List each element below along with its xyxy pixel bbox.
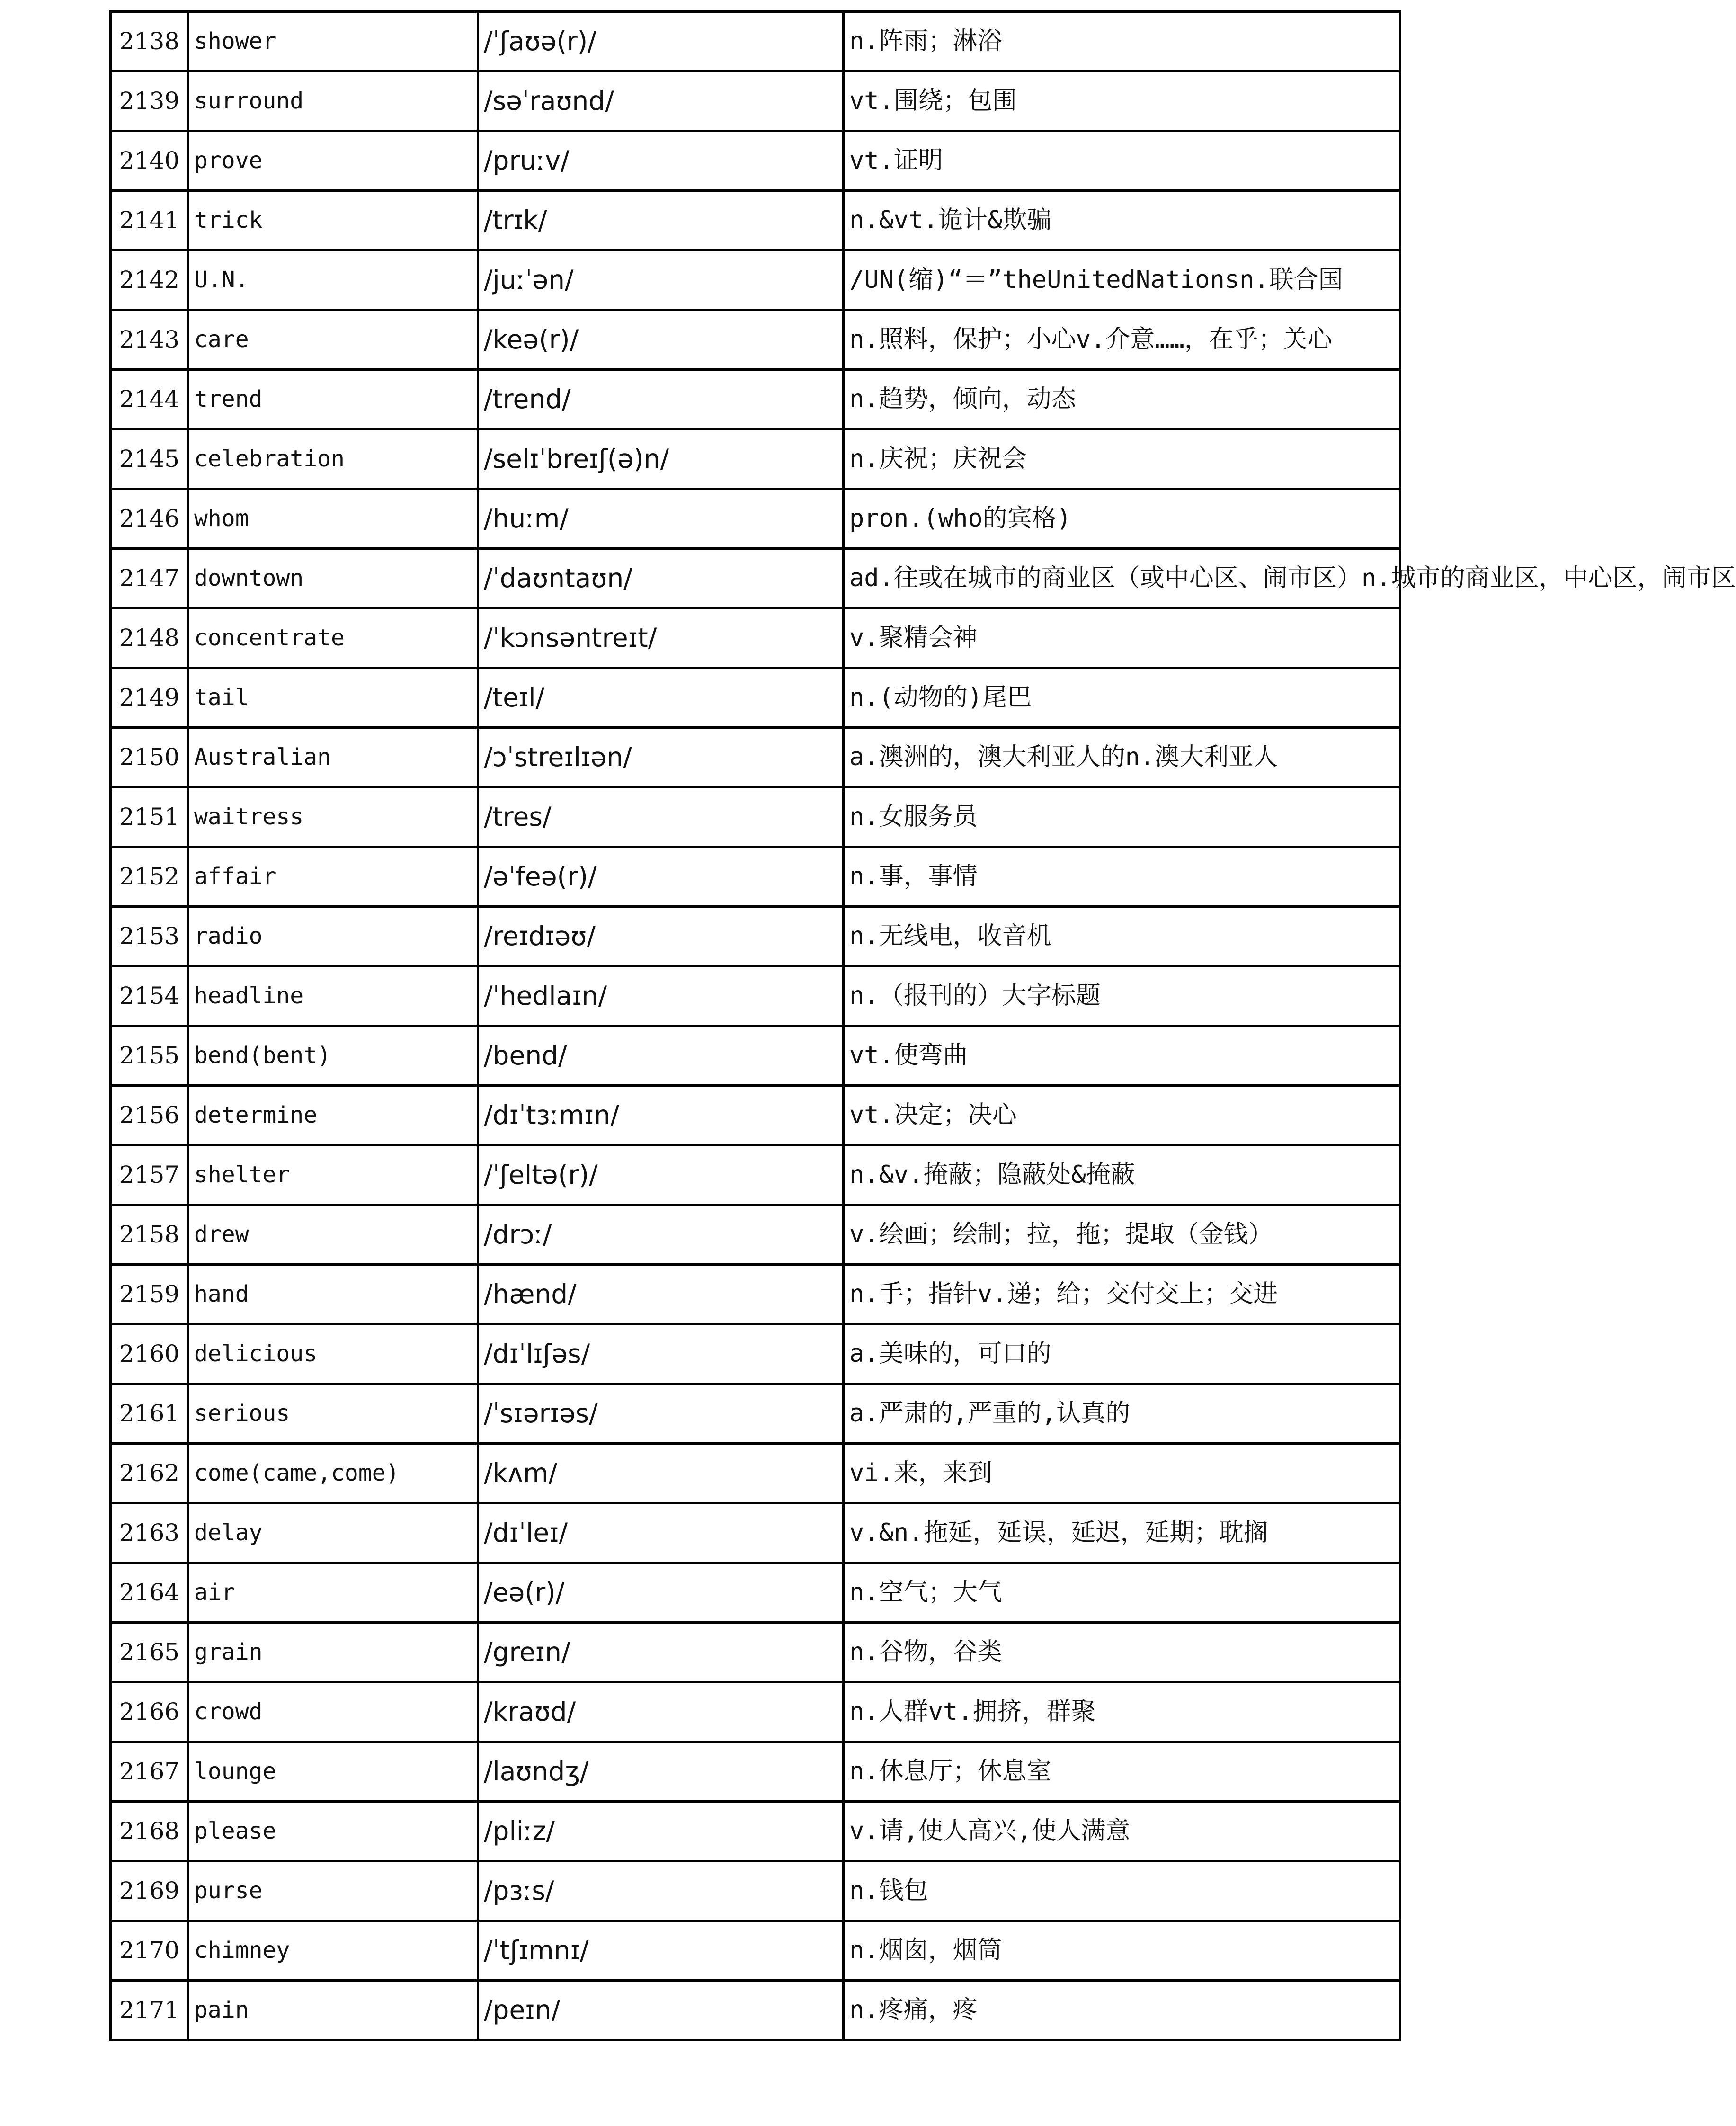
word-cell: headline — [188, 966, 478, 1026]
row-number: 2143 — [111, 310, 188, 370]
word-cell: Australian — [188, 728, 478, 787]
word-cell: pain — [188, 1981, 478, 2040]
row-number: 2169 — [111, 1861, 188, 1921]
table-row — [111, 1503, 1400, 1563]
meaning-cell: vt.围绕；包围 — [844, 71, 1400, 131]
row-number: 2149 — [111, 668, 188, 728]
meaning-cell: n.谷物，谷类 — [844, 1623, 1400, 1682]
table-row — [111, 370, 1400, 429]
word-cell: come(came,come) — [188, 1444, 478, 1503]
table-row — [111, 310, 1400, 370]
meaning-cell: vi.来，来到 — [844, 1444, 1400, 1503]
row-number: 2151 — [111, 787, 188, 847]
row-number: 2165 — [111, 1623, 188, 1682]
table-row — [111, 608, 1400, 668]
phonetic-cell: /reɪdɪəʊ/ — [478, 907, 844, 966]
row-number: 2162 — [111, 1444, 188, 1503]
phonetic-cell: /dɪˈleɪ/ — [478, 1503, 844, 1563]
table-row — [111, 1265, 1400, 1324]
table-row — [111, 847, 1400, 907]
row-number: 2145 — [111, 429, 188, 489]
row-number: 2147 — [111, 549, 188, 608]
word-cell: shelter — [188, 1145, 478, 1205]
phonetic-cell: /ɔˈstreɪlɪən/ — [478, 728, 844, 787]
row-number: 2152 — [111, 847, 188, 907]
word-cell: prove — [188, 131, 478, 191]
meaning-cell: n.钱包 — [844, 1861, 1400, 1921]
row-number: 2146 — [111, 489, 188, 549]
phonetic-cell: /selɪˈbreɪʃ(ə)n/ — [478, 429, 844, 489]
table-row — [111, 966, 1400, 1026]
meaning-cell: a.澳洲的，澳大利亚人的n.澳大利亚人 — [844, 728, 1400, 787]
word-cell: whom — [188, 489, 478, 549]
table-row — [111, 1623, 1400, 1682]
word-cell: determine — [188, 1086, 478, 1145]
table-row — [111, 728, 1400, 787]
word-cell: please — [188, 1802, 478, 1861]
table-row — [111, 1861, 1400, 1921]
meaning-cell: n.无线电，收音机 — [844, 907, 1400, 966]
row-number: 2167 — [111, 1742, 188, 1802]
word-cell: drew — [188, 1205, 478, 1265]
phonetic-cell: /dɪˈtɜːmɪn/ — [478, 1086, 844, 1145]
word-cell: affair — [188, 847, 478, 907]
table-row — [111, 1324, 1400, 1384]
meaning-cell: v.绘画；绘制；拉，拖；提取（金钱） — [844, 1205, 1400, 1265]
meaning-cell: n.（报刊的）大字标题 — [844, 966, 1400, 1026]
row-number: 2142 — [111, 250, 188, 310]
table-row — [111, 1026, 1400, 1086]
row-number: 2154 — [111, 966, 188, 1026]
meaning-cell: n.趋势，倾向，动态 — [844, 370, 1400, 429]
table-row — [111, 907, 1400, 966]
row-number: 2138 — [111, 12, 188, 71]
phonetic-cell: /kraʊd/ — [478, 1682, 844, 1742]
row-number: 2155 — [111, 1026, 188, 1086]
table-row — [111, 191, 1400, 250]
table-row — [111, 1205, 1400, 1265]
phonetic-cell: /dɪˈlɪʃəs/ — [478, 1324, 844, 1384]
phonetic-cell: /səˈraʊnd/ — [478, 71, 844, 131]
phonetic-cell: /greɪn/ — [478, 1623, 844, 1682]
table-row — [111, 71, 1400, 131]
row-number: 2170 — [111, 1921, 188, 1981]
phonetic-cell: /trɪk/ — [478, 191, 844, 250]
word-cell: air — [188, 1563, 478, 1623]
meaning-cell: vt.决定；决心 — [844, 1086, 1400, 1145]
word-cell: delicious — [188, 1324, 478, 1384]
phonetic-cell: /peɪn/ — [478, 1981, 844, 2040]
phonetic-cell: /tres/ — [478, 787, 844, 847]
word-cell: radio — [188, 907, 478, 966]
phonetic-cell: /ˈhedlaɪn/ — [478, 966, 844, 1026]
word-cell: downtown — [188, 549, 478, 608]
meaning-cell: /UN(缩)“＝”theUnitedNationsn.联合国 — [844, 250, 1400, 310]
meaning-cell: n.照料，保护；小心v.介意……，在乎；关心 — [844, 310, 1400, 370]
table-row — [111, 1981, 1400, 2040]
table-row — [111, 12, 1400, 71]
meaning-cell: n.烟囱，烟筒 — [844, 1921, 1400, 1981]
row-number: 2159 — [111, 1265, 188, 1324]
phonetic-cell: /eə(r)/ — [478, 1563, 844, 1623]
row-number: 2166 — [111, 1682, 188, 1742]
phonetic-cell: /laʊndʒ/ — [478, 1742, 844, 1802]
table-row — [111, 1802, 1400, 1861]
table-row — [111, 250, 1400, 310]
row-number: 2144 — [111, 370, 188, 429]
word-cell: trick — [188, 191, 478, 250]
phonetic-cell: /ˈʃeltə(r)/ — [478, 1145, 844, 1205]
meaning-cell: v.请,使人高兴,使人满意 — [844, 1802, 1400, 1861]
table-row — [111, 1742, 1400, 1802]
word-cell: U.N. — [188, 250, 478, 310]
row-number: 2141 — [111, 191, 188, 250]
word-cell: lounge — [188, 1742, 478, 1802]
word-cell: crowd — [188, 1682, 478, 1742]
table-row — [111, 1563, 1400, 1623]
phonetic-cell: /ˈsɪərɪəs/ — [478, 1384, 844, 1444]
phonetic-cell: /kʌm/ — [478, 1444, 844, 1503]
meaning-cell: a.美味的，可口的 — [844, 1324, 1400, 1384]
phonetic-cell: /pɜːs/ — [478, 1861, 844, 1921]
row-number: 2158 — [111, 1205, 188, 1265]
meaning-cell: vt.使弯曲 — [844, 1026, 1400, 1086]
word-cell: grain — [188, 1623, 478, 1682]
vocabulary-table — [109, 10, 1736, 2041]
row-number: 2156 — [111, 1086, 188, 1145]
phonetic-cell: /huːm/ — [478, 489, 844, 549]
word-cell: chimney — [188, 1921, 478, 1981]
meaning-cell: n.&v.掩蔽；隐蔽处&掩蔽 — [844, 1145, 1400, 1205]
phonetic-cell: /juːˈən/ — [478, 250, 844, 310]
meaning-cell: n.手；指针v.递；给；交付交上；交进 — [844, 1265, 1400, 1324]
table-row — [111, 1444, 1400, 1503]
row-number: 2153 — [111, 907, 188, 966]
row-number: 2168 — [111, 1802, 188, 1861]
meaning-cell: n.女服务员 — [844, 787, 1400, 847]
word-cell: hand — [188, 1265, 478, 1324]
phonetic-cell: /drɔː/ — [478, 1205, 844, 1265]
row-number: 2140 — [111, 131, 188, 191]
word-cell: delay — [188, 1503, 478, 1563]
word-cell: tail — [188, 668, 478, 728]
phonetic-cell: /hænd/ — [478, 1265, 844, 1324]
table-row — [111, 1384, 1400, 1444]
row-number: 2161 — [111, 1384, 188, 1444]
word-cell: surround — [188, 71, 478, 131]
word-cell: care — [188, 310, 478, 370]
word-cell: waitress — [188, 787, 478, 847]
meaning-cell: n.阵雨；淋浴 — [844, 12, 1400, 71]
word-cell: concentrate — [188, 608, 478, 668]
vocabulary-table-body — [111, 12, 1736, 2040]
meaning-cell: a.严肃的,严重的,认真的 — [844, 1384, 1400, 1444]
table-row — [111, 1145, 1400, 1205]
row-number: 2164 — [111, 1563, 188, 1623]
phonetic-cell: /ˈʃaʊə(r)/ — [478, 12, 844, 71]
meaning-cell: n.庆祝；庆祝会 — [844, 429, 1400, 489]
meaning-cell: n.人群vt.拥挤，群聚 — [844, 1682, 1400, 1742]
row-number: 2163 — [111, 1503, 188, 1563]
phonetic-cell: /pliːz/ — [478, 1802, 844, 1861]
phonetic-cell: /keə(r)/ — [478, 310, 844, 370]
phonetic-cell: /bend/ — [478, 1026, 844, 1086]
meaning-cell: n.疼痛，疼 — [844, 1981, 1400, 2040]
meaning-cell: n.空气；大气 — [844, 1563, 1400, 1623]
meaning-cell: n.(动物的)尾巴 — [844, 668, 1400, 728]
table-row — [111, 549, 1400, 608]
row-number: 2171 — [111, 1981, 188, 2040]
meaning-cell: v.聚精会神 — [844, 608, 1400, 668]
table-row — [111, 489, 1400, 549]
meaning-cell: v.&n.拖延，延误，延迟，延期；耽搁 — [844, 1503, 1400, 1563]
table-row — [111, 429, 1400, 489]
table-row — [111, 668, 1400, 728]
row-number: 2157 — [111, 1145, 188, 1205]
word-cell: serious — [188, 1384, 478, 1444]
word-cell: purse — [188, 1861, 478, 1921]
meaning-cell: vt.证明 — [844, 131, 1400, 191]
row-number: 2150 — [111, 728, 188, 787]
meaning-cell: n.休息厅；休息室 — [844, 1742, 1400, 1802]
phonetic-cell: /ˈdaʊntaʊn/ — [478, 549, 844, 608]
word-cell: bend(bent) — [188, 1026, 478, 1086]
word-cell: shower — [188, 12, 478, 71]
table-row — [111, 1921, 1400, 1981]
meaning-cell: pron.(who的宾格) — [844, 489, 1400, 549]
meaning-cell: n.&vt.诡计&欺骗 — [844, 191, 1400, 250]
row-number: 2160 — [111, 1324, 188, 1384]
phonetic-cell: /trend/ — [478, 370, 844, 429]
meaning-cell: ad.往或在城市的商业区（或中心区、闹市区）n.城市的商业区，中心区，闹市区 — [844, 549, 1400, 608]
table-row — [111, 1086, 1400, 1145]
meaning-cell: n.事，事情 — [844, 847, 1400, 907]
table-row — [111, 1682, 1400, 1742]
row-number: 2139 — [111, 71, 188, 131]
phonetic-cell: /ˈkɔnsəntreɪt/ — [478, 608, 844, 668]
phonetic-cell: /ˈtʃɪmnɪ/ — [478, 1921, 844, 1981]
word-cell: trend — [188, 370, 478, 429]
phonetic-cell: /teɪl/ — [478, 668, 844, 728]
row-number: 2148 — [111, 608, 188, 668]
word-cell: celebration — [188, 429, 478, 489]
phonetic-cell: /əˈfeə(r)/ — [478, 847, 844, 907]
phonetic-cell: /pruːv/ — [478, 131, 844, 191]
table-row — [111, 131, 1400, 191]
table-row — [111, 787, 1400, 847]
